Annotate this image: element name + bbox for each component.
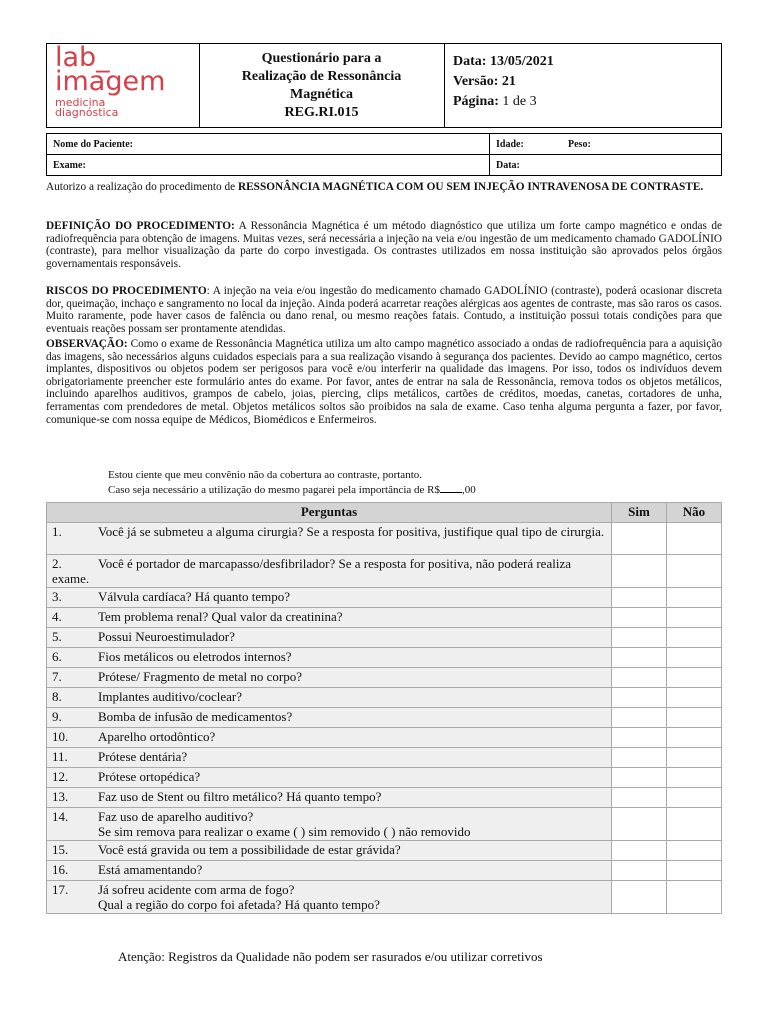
question-label: Você está gravida ou tem a possibilidade de estar grávida? <box>98 842 401 857</box>
question-label: Possui Neuroestimulador? <box>98 629 235 644</box>
meta-version: Versão: 21 <box>453 74 516 89</box>
question-row <box>47 808 722 841</box>
answer-no-cell[interactable] <box>667 668 722 688</box>
answer-yes-cell[interactable] <box>612 668 667 688</box>
question-label: Fios metálicos ou eletrodos internos? <box>98 649 292 664</box>
question-number: 3. <box>52 589 62 604</box>
answer-yes-cell[interactable] <box>612 555 667 588</box>
question-label: Já sofreu acidente com arma de fogo? <box>98 882 295 897</box>
answer-yes-cell[interactable] <box>612 628 667 648</box>
question-text <box>47 588 612 608</box>
answer-no-cell[interactable] <box>667 861 722 881</box>
question-row <box>47 788 722 808</box>
logo <box>47 44 200 127</box>
question-row <box>47 708 722 728</box>
patient-info-table <box>46 133 722 176</box>
answer-no-cell[interactable] <box>667 588 722 608</box>
logo-line1: lab_ <box>55 42 110 73</box>
meta-page: Página: 1 de 3 <box>453 94 537 109</box>
answer-yes-cell[interactable] <box>612 523 667 555</box>
question-label: Prótese/ Fragmento de metal no corpo? <box>98 669 302 684</box>
form-code: REG.RI.015 <box>284 104 359 120</box>
question-label: Tem problema renal? Qual valor da creatinina? <box>98 609 343 624</box>
answer-no-cell[interactable] <box>667 608 722 628</box>
question-text <box>47 608 612 628</box>
logo-line3: medicina <box>55 96 106 109</box>
question-number: 4. <box>52 609 62 624</box>
answer-no-cell[interactable] <box>667 841 722 861</box>
title-line: Realização de Ressonância <box>241 68 402 84</box>
question-label: Faz uso de aparelho auditivo? <box>98 809 254 824</box>
patient-weight-field[interactable]: Peso: <box>562 134 722 155</box>
question-label: Aparelho ortodôntico? <box>98 729 216 744</box>
question-row <box>47 648 722 668</box>
question-label: Você é portador de marcapasso/desfibrilador? Se a resposta for positiva, não poderá realiza exame. <box>52 556 571 586</box>
answer-no-cell[interactable] <box>667 768 722 788</box>
question-text <box>47 841 612 861</box>
question-label: Implantes auditivo/coclear? <box>98 689 243 704</box>
question-number: 12. <box>52 769 69 784</box>
answer-yes-cell[interactable] <box>612 708 667 728</box>
title-line: Questionário para a <box>261 50 382 66</box>
answer-yes-cell[interactable] <box>612 728 667 748</box>
question-text <box>47 555 612 588</box>
contrast-payment-line: Caso seja necessário a utilização do mesmo pagarei pela importância de R$ ,00 <box>108 484 476 496</box>
title-line: Magnética <box>290 86 353 102</box>
risks-paragraph: RISCOS DO PROCEDIMENTO: A injeção na veia e/ou ingestão do medicamento chamado GADOLÍNIO (contraste), poderá ocasionar discreta dor, queimação, inchaço e sangramento no local da injeção. Ainda poderá acarretar reações alérgicas aos agentes de contraste, mas são raros os casos. Muito raramente, pode haver casos de falência ou dano renal, ou mesmo reações fatais. Contudo, a instituição possui totais condições para que eventuais reações possam ser prontamente atendidas. <box>46 285 722 335</box>
question-row <box>47 628 722 648</box>
question-label: Está amamentando? <box>98 862 203 877</box>
question-text <box>47 768 612 788</box>
answer-yes-cell[interactable] <box>612 841 667 861</box>
question-subtext: Qual a região do corpo foi afetada? Há quanto tempo? <box>98 897 380 912</box>
question-text <box>47 668 612 688</box>
question-row <box>47 588 722 608</box>
answer-no-cell[interactable] <box>667 523 722 555</box>
question-text <box>47 708 612 728</box>
question-text <box>47 523 612 555</box>
question-text <box>47 628 612 648</box>
question-number: 7. <box>52 669 62 684</box>
question-label: Você já se submeteu a alguma cirurgia? Se a resposta for positiva, justifique qual tipo de cirurgia. <box>98 524 605 539</box>
question-number: 9. <box>52 709 62 724</box>
answer-no-cell[interactable] <box>667 808 722 841</box>
answer-yes-cell[interactable] <box>612 608 667 628</box>
answer-yes-cell[interactable] <box>612 648 667 668</box>
question-text <box>47 648 612 668</box>
question-label: Prótese dentária? <box>98 749 188 764</box>
authorization-paragraph: Autorizo a realização do procedimento de RESSONÂNCIA MAGNÉTICA COM OU SEM INJEÇÃO INTRAVENOSA DE CONTRASTE. <box>46 181 704 193</box>
amount-blank[interactable] <box>440 482 462 493</box>
question-row <box>47 523 722 555</box>
col-no: Não <box>667 503 722 523</box>
question-text <box>47 728 612 748</box>
question-text <box>47 688 612 708</box>
question-label: Faz uso de Stent ou filtro metálico? Há quanto tempo? <box>98 789 382 804</box>
question-number: 15. <box>52 842 69 857</box>
question-row <box>47 881 722 914</box>
col-yes: Sim <box>612 503 667 523</box>
question-row <box>47 768 722 788</box>
question-row <box>47 668 722 688</box>
question-number: 6. <box>52 649 62 664</box>
logo-line2: imagem <box>55 66 166 97</box>
question-text <box>47 808 612 841</box>
question-row <box>47 748 722 768</box>
question-text <box>47 881 612 914</box>
answer-no-cell[interactable] <box>667 555 722 588</box>
col-questions: Perguntas <box>47 503 612 523</box>
question-number: 13. <box>52 789 69 804</box>
answer-no-cell[interactable] <box>667 881 722 914</box>
question-row <box>47 841 722 861</box>
answer-yes-cell[interactable] <box>612 808 667 841</box>
answer-yes-cell[interactable] <box>612 788 667 808</box>
question-number: 17. <box>52 882 69 897</box>
question-number: 8. <box>52 689 62 704</box>
answer-yes-cell[interactable] <box>612 748 667 768</box>
questions-table <box>46 502 722 914</box>
answer-no-cell[interactable] <box>667 708 722 728</box>
question-number: 1. <box>52 524 62 539</box>
question-number: 14. <box>52 809 69 824</box>
definition-paragraph: DEFINIÇÃO DO PROCEDIMENTO: A Ressonância Magnética é um método diagnóstico que utiliza um forte campo magnético e ondas de radiofrequência para obtenção de imagens. Muitas vezes, será necessária a injeção na veia e/ou ingestão de um medicamento chamado GADOLÍNIO (contraste), para melhor visualização da parte do corpo investigada. Os contrastes utilizados em nossa instituição são aprovados pelos órgãos governamentais responsáveis. <box>46 220 722 270</box>
answer-no-cell[interactable] <box>667 728 722 748</box>
answer-no-cell[interactable] <box>667 628 722 648</box>
question-number: 16. <box>52 862 69 877</box>
question-row <box>47 688 722 708</box>
answer-yes-cell[interactable] <box>612 861 667 881</box>
patient-name-field[interactable]: Nome do Paciente: <box>47 134 490 155</box>
question-row <box>47 861 722 881</box>
question-subtext: Se sim remova para realizar o exame ( ) sim removido ( ) não removido <box>98 824 471 839</box>
observation-paragraph: OBSERVAÇÃO: Como o exame de Ressonância Magnética utiliza um alto campo magnético associado a ondas de radiofrequência para a aquisição das imagens, são necessários alguns cuidados especiais para a sua realização visando à segurança dos pacientes. Devido ao campo magnético, certos implantes, dispositivos ou objetos podem ser perigosos para você e/ou interferir na qualidade das imagens. Por isso, todos os indivíduos devem obrigatoriamente preencher este formulário antes do exame. Por favor, antes de entrar na sala de Ressonância, remova todos os objetos metálicos, incluindo aparelhos auditivos, grampos de cabelo, joias, piercing, clips metálicos, cartões de créditos, moedas, canetas, cortadores de unha, ferramentas com prendedores de metal. Objetos metálicos soltos são proibidos na sala de exame. Caso tenha alguma pergunta a fazer, por favor, comunique-se com nossa equipe de Médicos, Biomédicos e Enfermeiros. <box>46 338 722 426</box>
answer-no-cell[interactable] <box>667 788 722 808</box>
question-text <box>47 748 612 768</box>
question-row <box>47 608 722 628</box>
answer-yes-cell[interactable] <box>612 768 667 788</box>
answer-no-cell[interactable] <box>667 748 722 768</box>
answer-yes-cell[interactable] <box>612 588 667 608</box>
question-number: 10. <box>52 729 69 744</box>
document-header <box>46 43 722 128</box>
form-meta <box>445 44 721 127</box>
exam-field[interactable]: Exame: <box>47 155 490 176</box>
patient-age-field[interactable]: Idade: <box>490 134 563 155</box>
question-row <box>47 555 722 588</box>
answer-yes-cell[interactable] <box>612 881 667 914</box>
question-text <box>47 861 612 881</box>
form-title <box>199 44 445 127</box>
question-text <box>47 788 612 808</box>
contrast-notice: Estou ciente que meu convênio não da cobertura ao contraste, portanto. <box>108 469 422 481</box>
logo-line4: diagnóstica <box>55 106 119 119</box>
answer-yes-cell[interactable] <box>612 688 667 708</box>
question-label: Válvula cardíaca? Há quanto tempo? <box>98 589 291 604</box>
question-number: 5. <box>52 629 62 644</box>
exam-date-field[interactable]: Data: <box>490 155 722 176</box>
answer-no-cell[interactable] <box>667 648 722 668</box>
question-number: 2. <box>52 556 62 571</box>
question-label: Prótese ortopédica? <box>98 769 201 784</box>
question-label: Bomba de infusão de medicamentos? <box>98 709 293 724</box>
answer-no-cell[interactable] <box>667 688 722 708</box>
question-row <box>47 728 722 748</box>
meta-date: Data: 13/05/2021 <box>453 54 554 69</box>
footer-warning: Atenção: Registros da Qualidade não podem ser rasurados e/ou utilizar corretivos <box>118 949 543 964</box>
question-number: 11. <box>52 749 68 764</box>
